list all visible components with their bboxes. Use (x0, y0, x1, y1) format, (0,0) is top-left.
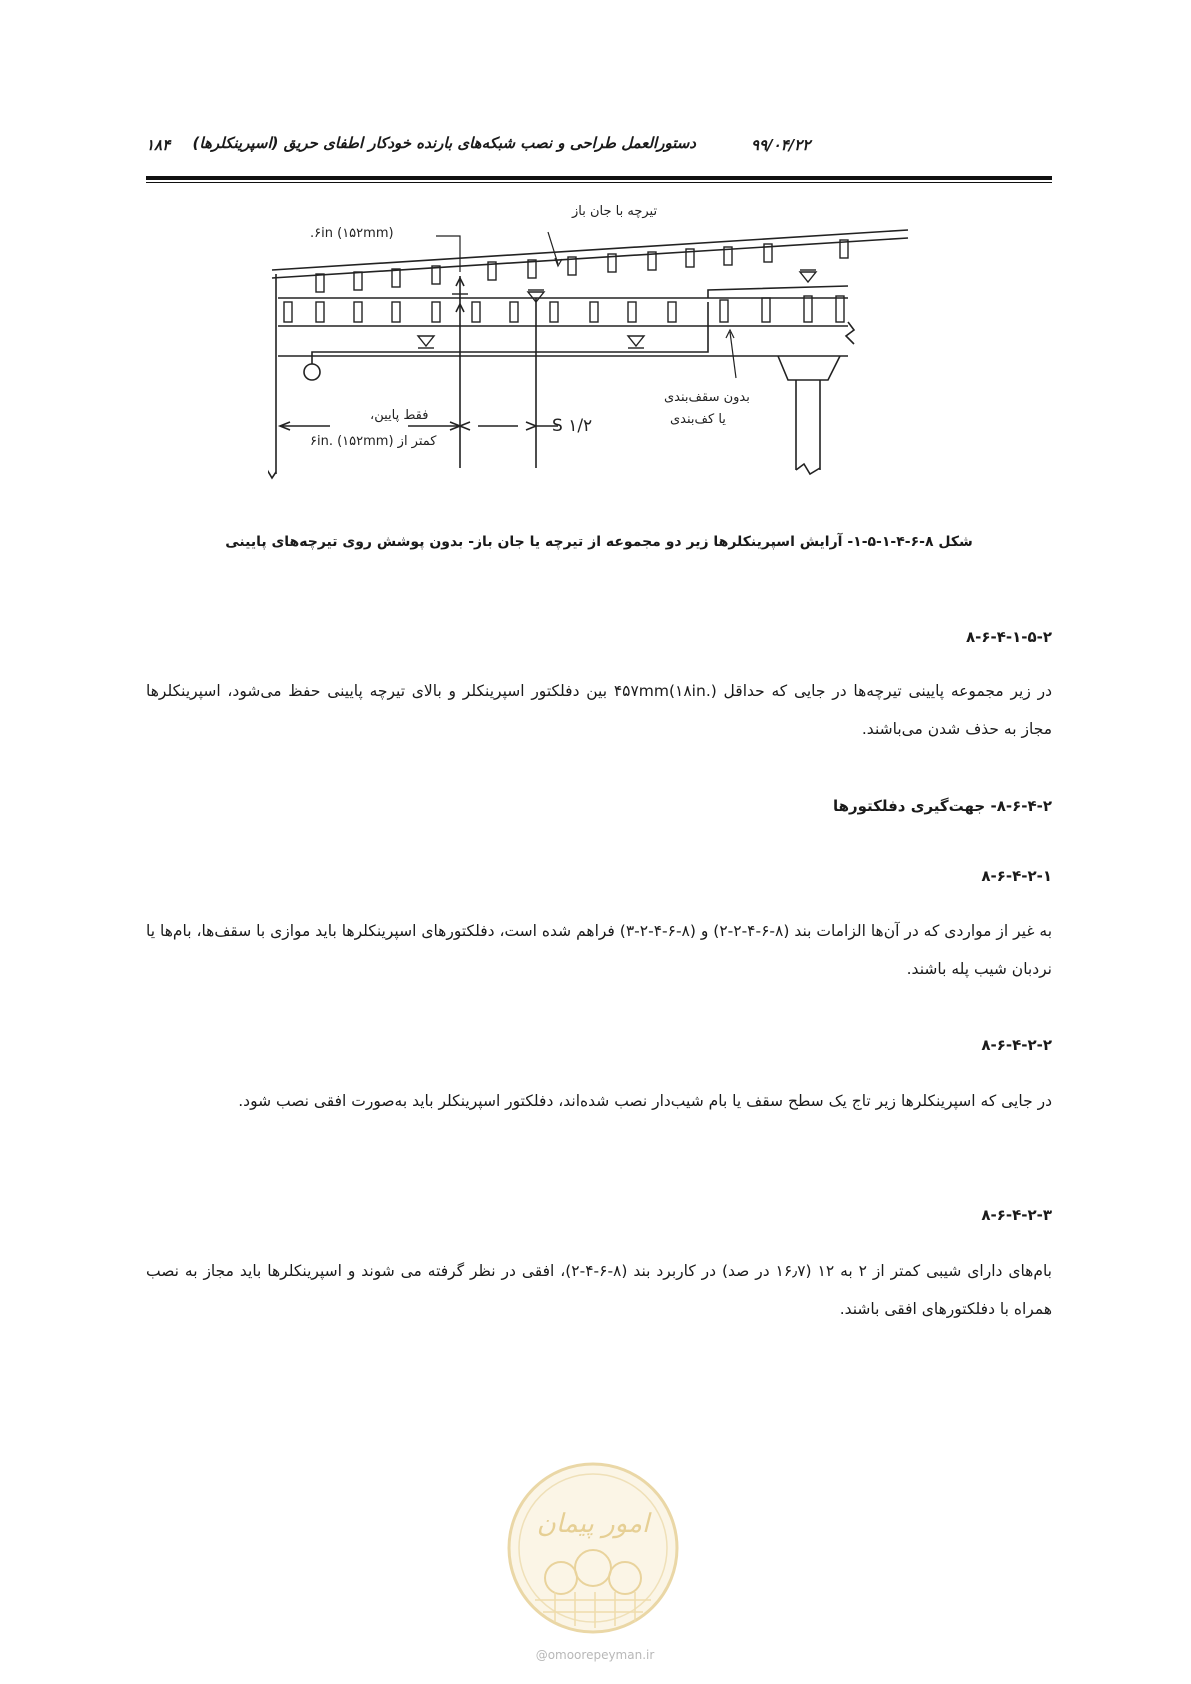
half-spacing-label: ۱/۲ S (552, 416, 593, 436)
section-heading: ۸-۶-۴-۲-۲ (981, 1036, 1052, 1054)
bottom-only-label-1: فقط پایین، (370, 408, 429, 423)
joist-sprinkler-diagram (268, 204, 938, 514)
dimension-top-label: (۱۵۲mm) ۶in. (310, 226, 394, 241)
section-paragraph: در جایی که اسپرینکلرها زیر تاج یک سطح سقف یا بام شیب‌دار نصب شده‌اند، دفلکتور اسپرینکلر باید به‌صورت افقی نصب شود. (238, 1092, 1052, 1110)
document-date: ۹۹/۰۴/۲۲ (751, 136, 811, 154)
header-divider-thin (146, 182, 1052, 183)
no-ceiling-label-2: یا کف‌بندی (670, 412, 726, 427)
header-divider-thick (146, 176, 1052, 180)
section-paragraph: در زیر مجموعه پایینی تیرچه‌ها در جایی که حداقل ۴۵۷mm(۱۸in.) بین دفلکتور اسپرینکلر و بالای تیرچه پایینی حفظ می‌شود، اسپرینکلرها مجاز به حذف شدن می‌باشند. (146, 682, 1052, 738)
section-heading: ۸-۶-۴-۱-۵-۲ (965, 628, 1052, 646)
page-header (146, 128, 1052, 164)
section-heading: ۸-۶-۴-۲-۳ (981, 1206, 1052, 1224)
watermark-logo (505, 1460, 681, 1636)
document-title: دستورالعمل طراحی و نصب شبکه‌های بارنده خودکار اطفای حریق (اسپرینکلرها) (192, 134, 696, 152)
section-heading: ۸-۶-۴-۲-۱ (981, 867, 1052, 885)
logo-text: امور پیمان (536, 1509, 650, 1539)
open-web-joist-label: تیرچه با جان باز (572, 204, 658, 219)
section-paragraph: به غیر از مواردی که در آن‌ها الزامات بند (۸-۶-۴-۲-۲) و (۸-۶-۴-۲-۳) فراهم شده است، دفلکتورهای اسپرینکلرها باید موازی با سقف‌ها، بام‌ها یا نردبان شیب پله باشند. (146, 922, 1053, 978)
no-ceiling-label-1: بدون سقف‌بندی (664, 390, 750, 405)
figure-caption: شکل ۸-۶-۴-۱-۵-۱- آرایش اسپرینکلرها زیر دو مجموعه از تیرچه یا جان باز- بدون پوشش روی تیرچه‌های پایینی (225, 534, 973, 550)
bottom-only-label-2: کمتر از ۶in. (۱۵۲mm) (310, 434, 437, 449)
page-number: ۱۸۴ (146, 136, 171, 154)
website-watermark: @omoorepeyman.ir (535, 1648, 655, 1662)
section-heading: ۸-۶-۴-۲- جهت‌گیری دفلکتورها (832, 797, 1052, 815)
diagram-drawing (268, 212, 938, 514)
section-paragraph: بام‌های دارای شیبی کمتر از ۲ به ۱۲ (۱۶٫۷ در صد) در کاربرد بند (۸-۶-۴-۲)، افقی در نظر گرفته می شوند و اسپرینکلرها باید مجاز به نصب همراه با دفلکتورهای افقی باشند. (146, 1262, 1052, 1318)
